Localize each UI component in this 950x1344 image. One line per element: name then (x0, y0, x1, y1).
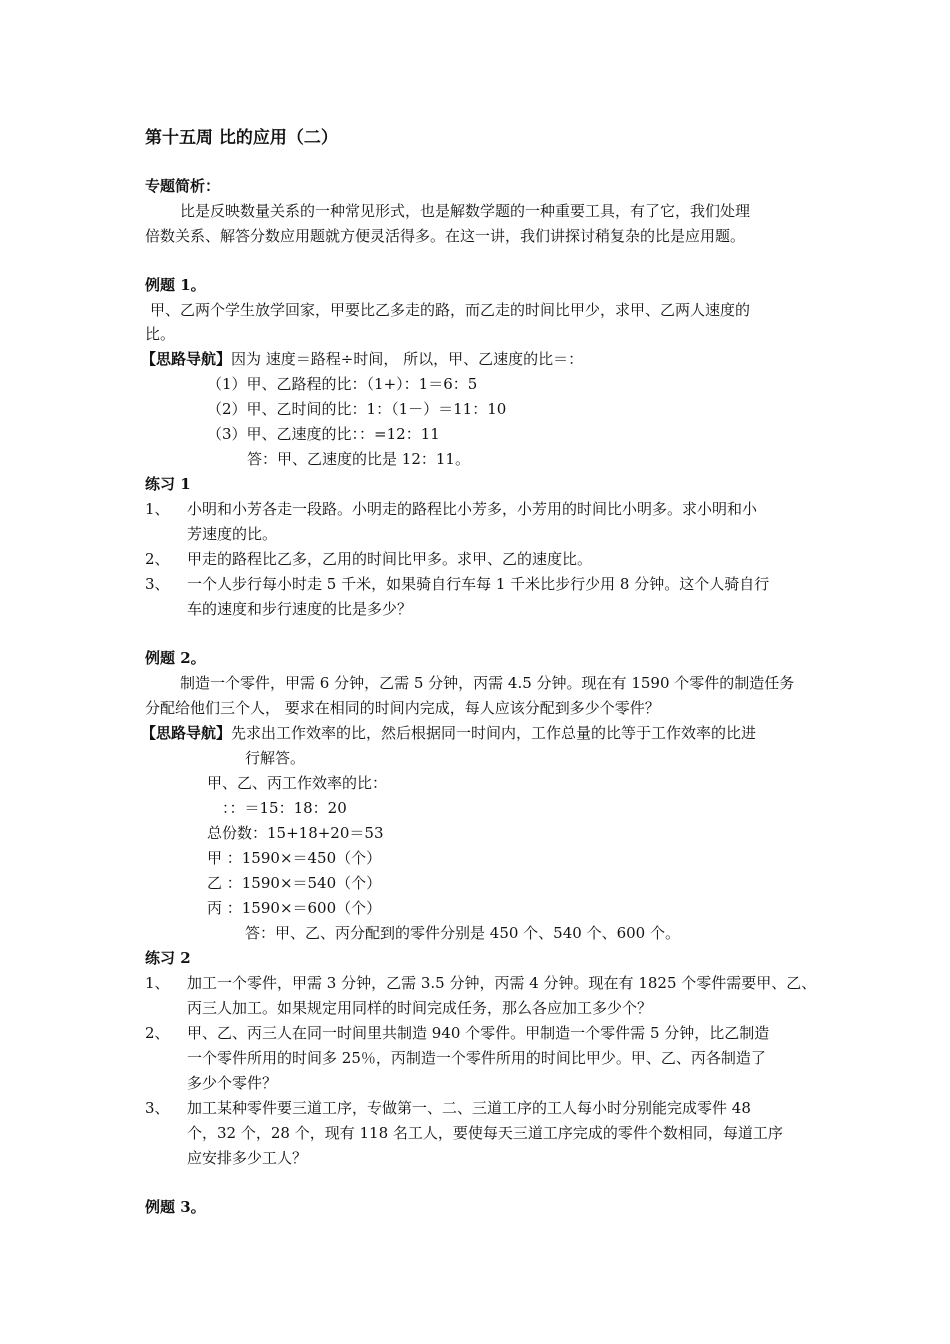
example-2-question-line-1: 制造一个零件，甲需 6 分钟，乙需 5 分钟，丙需 4.5 分钟。现在有 1590 个零件的制造任务 (180, 674, 795, 692)
practice-2-item-2-line-2: 一个零件所用的时间多 25％，丙制造一个零件所用的时间比甲少。甲、乙、丙各制造了 (187, 1049, 766, 1067)
example-3-heading: 例题 3。 (145, 1198, 206, 1216)
example-1-step-1: （1）甲、乙路程的比：（1+）：1＝6：5 (207, 375, 478, 393)
practice-2-item-2-number: 2、 (145, 1024, 170, 1042)
example-2-hint-continued: 行解答。 (245, 749, 306, 767)
example-1-step-3: （3）甲、乙速度的比：：=12：11 (207, 425, 440, 443)
example-2-step-2: ：：＝15：18：20 (222, 799, 347, 817)
example-2-step-4: 甲 ：1590×＝450（个） (207, 849, 382, 867)
hint-text: 因为 速度＝路程÷时间， 所以，甲、乙速度的比＝： (231, 350, 584, 368)
practice-2-item-1-line-2: 丙三人加工。如果规定用同样的时间完成任务，那么各应加工多少个？ (187, 999, 653, 1017)
example-2-answer: 答：甲、乙、丙分配到的零件分别是 450 个、540 个、600 个。 (245, 924, 680, 942)
example-2-question-line-2: 分配给他们三个人， 要求在相同的时间内完成，每人应该分配到多少个零件？ (145, 699, 660, 717)
example-2-heading: 例题 2。 (145, 649, 206, 667)
example-2-hint (141, 721, 756, 745)
example-2-step-1: 甲、乙、丙工作效率的比： (207, 774, 388, 792)
hint-label: 【思路导航】 (141, 350, 232, 368)
practice-1-item-3-line-2: 车的速度和步行速度的比是多少？ (187, 600, 413, 618)
example-1-question-line-1: 甲、乙两个学生放学回家，甲要比乙多走的路，而乙走的时间比甲少，求甲、乙两人速度的 (150, 301, 751, 319)
practice-1-item-2-line-1: 甲走的路程比乙多，乙用的时间比甲多。求甲、乙的速度比。 (187, 550, 593, 568)
practice-1-item-1-number: 1、 (145, 500, 170, 518)
practice-2-item-1-number: 1、 (145, 974, 170, 992)
practice-1-item-1-line-1: 小明和小芳各走一段路。小明走的路程比小芳多，小芳用的时间比小明多。求小明和小 (187, 500, 758, 518)
practice-2-item-3-line-3: 应安排多少工人？ (187, 1149, 308, 1167)
practice-2-item-2-line-3: 多少个零件？ (187, 1074, 278, 1092)
example-1-step-2: （2）甲、乙时间的比：1：（1－）＝11：10 (207, 400, 507, 418)
example-1-question-line-2: 比。 (145, 325, 176, 343)
practice-2-item-3-line-2: 个，32 个，28 个，现有 118 名工人，要使每天三道工序完成的零件个数相同，每道工序 (187, 1124, 783, 1142)
intro-heading: 专题简析： (145, 177, 221, 195)
intro-line-2: 倍数关系、解答分数应用题就方便灵活得多。在这一讲，我们讲探讨稍复杂的比是应用题。 (145, 227, 746, 245)
page-title: 第十五周 比的应用（二） (145, 128, 338, 148)
practice-1-item-3-line-1: 一个人步行每小时走 5 千米，如果骑自行车每 1 千米比步行少用 8 分钟。这个人骑自行 (187, 575, 770, 593)
practice-1-heading: 练习 1 (145, 475, 191, 493)
practice-2-item-3-number: 3、 (145, 1099, 170, 1117)
hint-text: 先求出工作效率的比，然后根据同一时间内，工作总量的比等于工作效率的比进 (231, 724, 757, 742)
example-2-step-5: 乙 ：1590×＝540（个） (207, 874, 382, 892)
example-1-answer: 答：甲、乙速度的比是 12：11。 (247, 450, 470, 468)
example-2-step-6: 丙 ：1590×＝600（个） (207, 899, 382, 917)
practice-1-item-1-line-2: 芳速度的比。 (187, 525, 278, 543)
practice-1-item-2-number: 2、 (145, 550, 170, 568)
example-1-hint (141, 347, 583, 371)
hint-label: 【思路导航】 (141, 724, 232, 742)
example-2-step-3: 总份数：15+18+20＝53 (207, 824, 384, 842)
intro-line-1: 比是反映数量关系的一种常见形式，也是解数学题的一种重要工具，有了它，我们处理 (180, 202, 751, 220)
practice-2-item-3-line-1: 加工某种零件要三道工序，专做第一、二、三道工序的工人每小时分别能完成零件 48 (187, 1099, 751, 1117)
example-1-heading: 例题 1。 (145, 276, 206, 294)
practice-2-heading: 练习 2 (145, 949, 191, 967)
practice-2-item-2-line-1: 甲、乙、丙三人在同一时间里共制造 940 个零件。甲制造一个零件需 5 分钟，比乙制造 (187, 1024, 770, 1042)
practice-1-item-3-number: 3、 (145, 575, 170, 593)
practice-2-item-1-line-1: 加工一个零件，甲需 3 分钟，乙需 3.5 分钟，丙需 4 分钟。现在有 1825 个零件需要甲、乙、 (187, 974, 817, 992)
